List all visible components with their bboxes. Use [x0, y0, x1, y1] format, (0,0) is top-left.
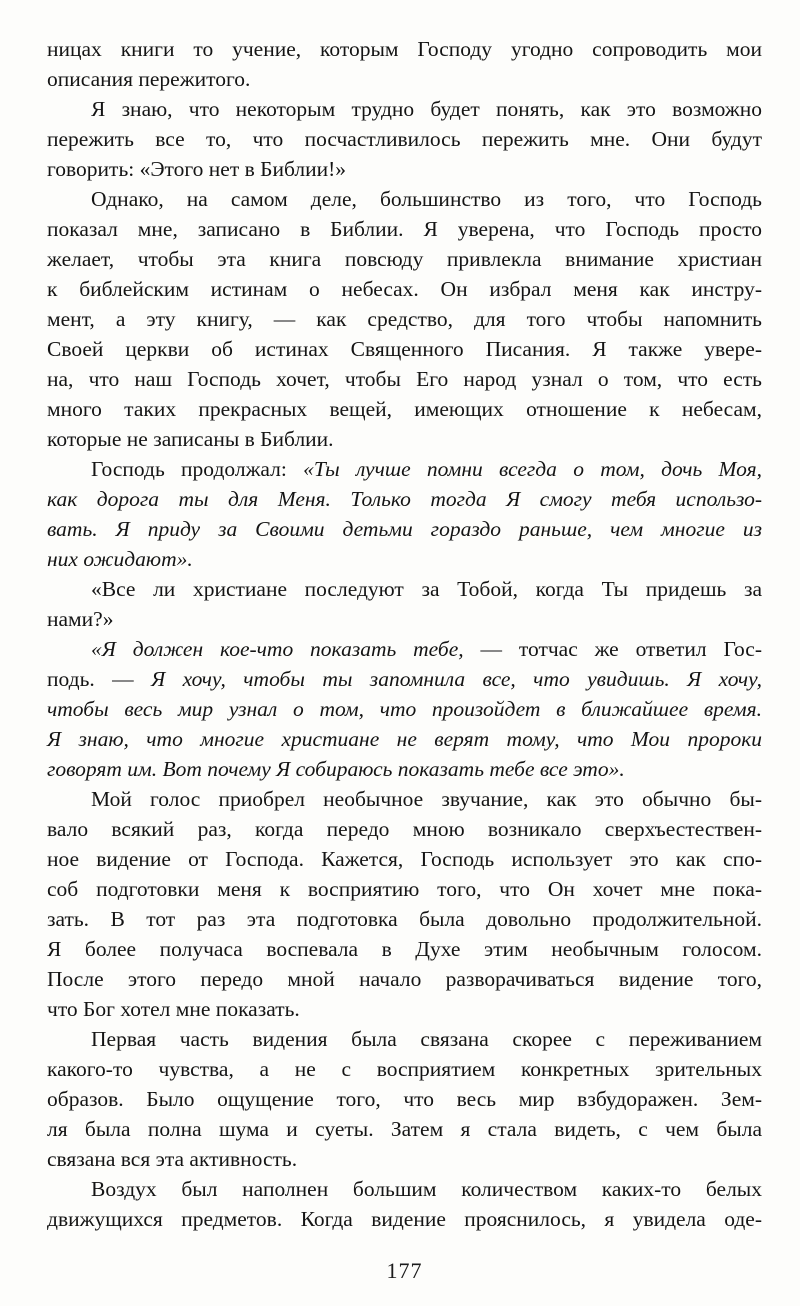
- text-segment: к библейским истинам о небесах. Он избрал меня как инстру-: [47, 277, 762, 301]
- text-line: [47, 724, 762, 754]
- text-segment: Воздух был наполнен большим количеством каких-то белых: [91, 1177, 762, 1201]
- text-line: [47, 664, 762, 694]
- text-segment: мент, а эту книгу, — как средство, для того чтобы напомнить: [47, 307, 762, 331]
- text-line: [47, 694, 762, 724]
- text-segment: связана вся эта активность.: [47, 1147, 298, 1171]
- text-line: [47, 964, 762, 994]
- text-line: [47, 454, 762, 484]
- text-segment: много таких прекрасных вещей, имеющих отношение к небесам,: [47, 397, 762, 421]
- text-segment: на, что наш Господь хочет, чтобы Его народ узнал о том, что есть: [47, 367, 762, 391]
- paragraph: [47, 34, 762, 94]
- text-segment: Первая часть видения была связана скорее с переживанием: [91, 1027, 762, 1051]
- italic-text-segment: вать. Я приду за Своими детьми гораздо раньше, чем многие из: [47, 517, 762, 541]
- paragraph: [47, 454, 762, 574]
- text-line: [47, 274, 762, 304]
- text-line: [47, 364, 762, 394]
- text-segment: Я более получаса воспевала в Духе этим необычным голосом.: [47, 937, 762, 961]
- text-segment: желает, чтобы эта книга повсюду привлекла внимание христиан: [47, 247, 762, 271]
- text-segment: ное видение от Господа. Кажется, Господь использует это как спо-: [47, 847, 762, 871]
- text-line: [47, 754, 762, 784]
- text-line: [47, 64, 762, 94]
- text-line: [47, 634, 762, 664]
- text-segment: ницах книги то учение, которым Господу угодно сопроводить мои: [47, 37, 762, 61]
- text-line: [47, 544, 762, 574]
- text-line: [47, 574, 762, 604]
- paragraph: [47, 634, 762, 784]
- paragraph: [47, 184, 762, 454]
- text-line: [47, 814, 762, 844]
- text-segment: что Бог хотел мне показать.: [47, 997, 300, 1021]
- italic-text-segment: «Я должен кое-что показать тебе,: [91, 637, 481, 661]
- text-segment: Мой голос приобрел необычное звучание, как это обычно бы-: [91, 787, 762, 811]
- text-segment: «Все ли христиане последуют за Тобой, когда Ты придешь за: [91, 577, 762, 601]
- paragraph: [47, 94, 762, 184]
- text-line: [47, 94, 762, 124]
- text-segment: Однако, на самом деле, большинство из того, что Господь: [91, 187, 762, 211]
- paragraph: [47, 784, 762, 1024]
- text-line: [47, 154, 762, 184]
- italic-text-segment: говорят им. Вот почему Я собираюсь показать тебе все это».: [47, 757, 625, 781]
- text-segment: говорить: «Этого нет в Библии!»: [47, 157, 347, 181]
- italic-text-segment: как дорога ты для Меня. Только тогда Я смогу тебя использо-: [47, 487, 762, 511]
- italic-text-segment: Я знаю, что многие христиане не верят тому, что Мои пророки: [47, 727, 762, 751]
- text-line: [47, 1054, 762, 1084]
- text-line: [47, 1084, 762, 1114]
- text-line: [47, 304, 762, 334]
- text-line: [47, 34, 762, 64]
- paragraph: [47, 1024, 762, 1174]
- text-line: [47, 1144, 762, 1174]
- page-text: [47, 34, 762, 1234]
- text-line: [47, 904, 762, 934]
- text-segment: описания пережитого.: [47, 67, 251, 91]
- text-line: [47, 1024, 762, 1054]
- text-line: [47, 214, 762, 244]
- text-segment: — тотчас же ответил Гос-: [480, 637, 763, 661]
- text-segment: какого-то чувства, а не с восприятием конкретных зрительных: [47, 1057, 762, 1081]
- text-segment: пережить все то, что посчастливилось пережить мне. Они будут: [47, 127, 762, 151]
- text-segment: нами?»: [47, 607, 114, 631]
- text-line: [47, 244, 762, 274]
- italic-text-segment: чтобы весь мир узнал о том, что произойдет в ближайшее время.: [47, 697, 762, 721]
- text-segment: ля была полна шума и суеты. Затем я стала видеть, с чем была: [47, 1117, 762, 1141]
- text-segment: которые не записаны в Библии.: [47, 427, 334, 451]
- text-line: [47, 334, 762, 364]
- paragraph: [47, 574, 762, 634]
- text-segment: показал мне, записано в Библии. Я уверена, что Господь просто: [47, 217, 762, 241]
- text-line: [47, 784, 762, 814]
- text-segment: После этого передо мной начало разворачиваться видение того,: [47, 967, 762, 991]
- text-line: [47, 1114, 762, 1144]
- italic-text-segment: них ожидают».: [47, 547, 193, 571]
- text-line: [47, 844, 762, 874]
- text-segment: вало всякий раз, когда передо мною возникало сверхъестествен-: [47, 817, 762, 841]
- text-segment: движущихся предметов. Когда видение прояснилось, я увидела оде-: [47, 1207, 762, 1231]
- text-line: [47, 124, 762, 154]
- text-line: [47, 394, 762, 424]
- text-line: [47, 604, 762, 634]
- text-line: [47, 514, 762, 544]
- text-line: [47, 874, 762, 904]
- text-line: [47, 934, 762, 964]
- paragraph: [47, 1174, 762, 1234]
- text-line: [47, 484, 762, 514]
- text-segment: образов. Было ощущение того, что весь мир взбудоражен. Зем-: [47, 1087, 762, 1111]
- text-segment: Своей церкви об истинах Священного Писания. Я также увере-: [47, 337, 762, 361]
- text-line: [47, 1174, 762, 1204]
- italic-text-segment: «Ты лучше помни всегда о том, дочь Моя,: [303, 457, 762, 481]
- text-segment: зать. В тот раз эта подготовка была довольно продолжительной.: [47, 907, 762, 931]
- text-segment: соб подготовки меня к восприятию того, что Он хочет мне пока-: [47, 877, 762, 901]
- text-line: [47, 1204, 762, 1234]
- italic-text-segment: Я хочу, чтобы ты запомнила все, что увидишь. Я хочу,: [151, 667, 762, 691]
- text-line: [47, 994, 762, 1024]
- text-segment: Господь продолжал:: [91, 457, 304, 481]
- page-number: 177: [386, 1258, 423, 1283]
- text-line: [47, 184, 762, 214]
- text-segment: подь. —: [47, 667, 152, 691]
- text-segment: Я знаю, что некоторым трудно будет понять, как это возможно: [91, 97, 762, 121]
- text-line: [47, 424, 762, 454]
